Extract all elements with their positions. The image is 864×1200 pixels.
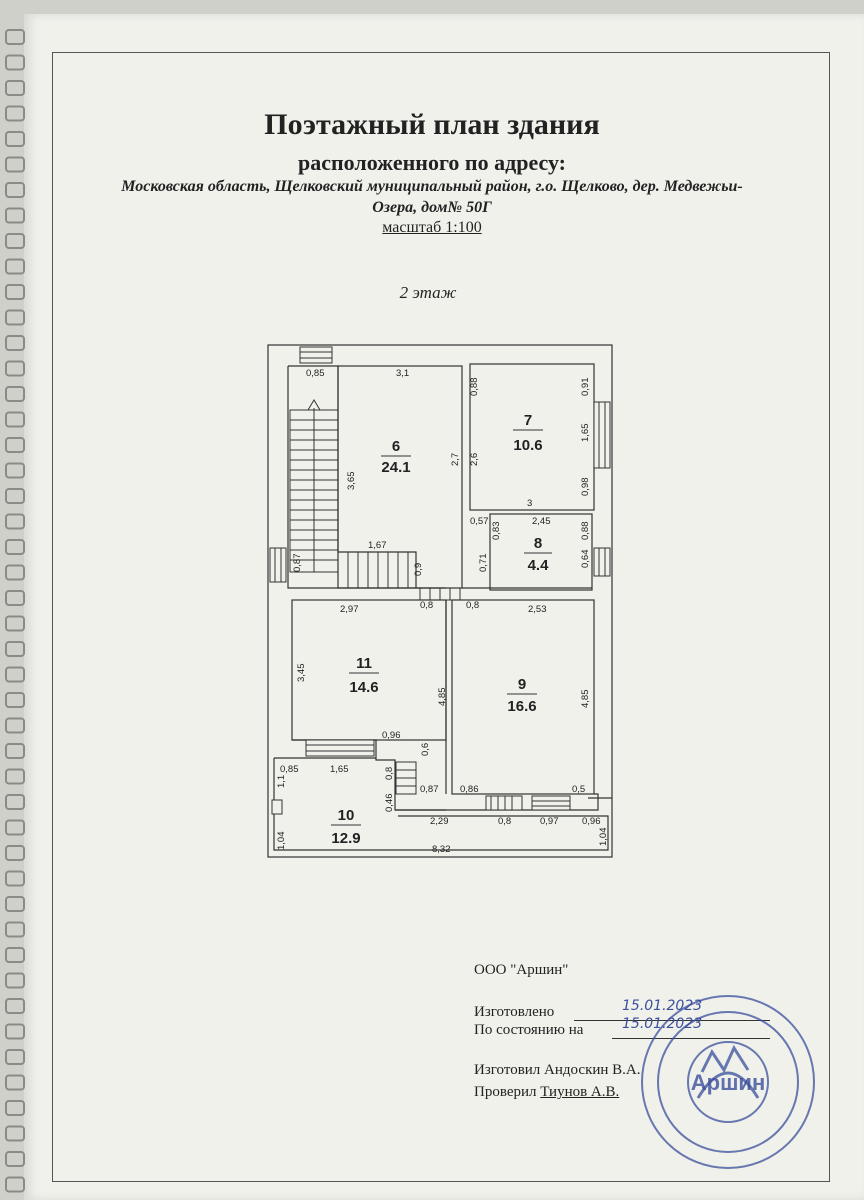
room-6-area: 24.1 <box>381 459 411 476</box>
scale-label: масштаб 1:100 <box>382 219 482 236</box>
dim-label: 0,97 <box>540 816 559 827</box>
room-6-number: 6 <box>391 438 401 455</box>
dim-label: 4,85 <box>580 689 591 708</box>
dim-label: 4,85 <box>437 687 448 706</box>
binding-ring <box>6 974 24 988</box>
dim-label: 0,88 <box>469 377 480 396</box>
binding-ring <box>6 1152 24 1166</box>
stairs <box>290 400 460 794</box>
dim-label: 0,87 <box>420 784 439 795</box>
stamp-center-text: Аршин <box>690 1070 766 1095</box>
state-date: 15.01.2023 <box>622 1016 703 1032</box>
dim-label: 0,5 <box>572 784 586 795</box>
binding-ring <box>6 1127 24 1141</box>
dim-label: 3 <box>527 498 533 509</box>
dim-label: 2,29 <box>430 816 449 827</box>
binding-ring <box>6 1076 24 1090</box>
dim-label: 0,9 <box>413 562 424 576</box>
dim-label: 1,65 <box>330 764 349 775</box>
dim-label: 0,85 <box>306 368 325 379</box>
dim-label: 1,04 <box>276 831 287 850</box>
room-11-number: 11 <box>356 655 372 672</box>
dim-label: 0,83 <box>491 521 502 540</box>
dim-label: 0,86 <box>460 784 479 795</box>
binding-ring <box>6 1101 24 1115</box>
address-text: Московская область, Щелковский муниципальный район, г.о. Щелково, дер. Медвежьи-Озера, дом№ 50Г <box>121 178 743 216</box>
dim-label: 1,67 <box>368 540 387 551</box>
dim-label: 0,8 <box>466 600 480 611</box>
dim-label: 1,65 <box>580 423 591 442</box>
dim-label: 3,1 <box>396 368 410 379</box>
dim-label: 2,6 <box>469 452 480 466</box>
floor-label: 2 этаж <box>399 283 457 302</box>
room-7-number: 7 <box>523 412 533 429</box>
room-11-area: 14.6 <box>349 679 379 696</box>
made-by-label: Изготовил <box>474 1062 541 1078</box>
dim-label: 0,85 <box>280 764 299 775</box>
room-10-number: 10 <box>337 807 355 824</box>
outer-wall <box>268 345 612 857</box>
dim-label: 0,96 <box>382 730 401 741</box>
dim-label: 0,91 <box>580 377 591 396</box>
binding-ring <box>6 948 24 962</box>
made-label: Изготовлено <box>474 1004 555 1020</box>
dim-label: 0,96 <box>582 816 601 827</box>
room-10-area: 12.9 <box>331 830 361 847</box>
dim-label: 0,64 <box>580 549 591 568</box>
made-date: 15.01.2023 <box>622 998 703 1014</box>
checked-by-name: Тиунов А.В. <box>540 1084 620 1100</box>
dim-label: 0,6 <box>420 742 431 756</box>
dim-label: 8,32 <box>432 844 451 855</box>
checked-label: Проверил <box>474 1084 537 1100</box>
state-label: По состоянию на <box>474 1022 584 1038</box>
company-name: ООО "Аршин" <box>474 962 569 978</box>
dim-label: 0,57 <box>470 516 489 527</box>
dim-label: 1,04 <box>598 827 609 846</box>
dim-label: 0,8 <box>498 816 512 827</box>
made-by-name: Андоскин В.А. <box>544 1062 641 1078</box>
dim-label: 0,46 <box>384 793 395 812</box>
room-8-area: 4.4 <box>527 557 549 574</box>
dim-label: 2,97 <box>340 604 359 615</box>
dimension-labels <box>276 368 609 855</box>
dim-label: 1,1 <box>276 774 287 788</box>
binding-ring <box>6 923 24 937</box>
room9-outline <box>452 600 594 794</box>
room-8-number: 8 <box>533 535 543 552</box>
room-labels <box>331 412 552 847</box>
dim-label: 2,45 <box>532 516 551 527</box>
company-stamp <box>632 986 824 1178</box>
binding-ring <box>6 999 24 1013</box>
dim-label: 0,98 <box>580 477 591 496</box>
dim-label: 0,88 <box>580 521 591 540</box>
window-marks <box>270 347 610 814</box>
checked-by-row <box>474 1084 619 1101</box>
page-subtitle: расположенного по адресу: <box>298 150 566 175</box>
dim-label: 3,65 <box>346 471 357 490</box>
page-title: Поэтажный план здания <box>264 108 600 141</box>
dim-label: 2,7 <box>450 452 461 466</box>
dim-label: 0,8 <box>384 766 395 780</box>
room-9-area: 16.6 <box>507 698 537 715</box>
room-9-number: 9 <box>517 676 527 693</box>
dim-label: 0,8 <box>420 600 434 611</box>
dim-label: 0,71 <box>478 553 489 572</box>
binding-ring <box>6 1178 24 1192</box>
room-7-area: 10.6 <box>513 437 543 454</box>
dim-label: 3,45 <box>296 663 307 682</box>
binding-ring <box>6 1050 24 1064</box>
stair-wall <box>288 366 446 588</box>
binding-ring <box>6 1025 24 1039</box>
dim-label: 0,87 <box>292 553 303 572</box>
dim-label: 2,53 <box>528 604 547 615</box>
made-by-row <box>474 1062 641 1079</box>
